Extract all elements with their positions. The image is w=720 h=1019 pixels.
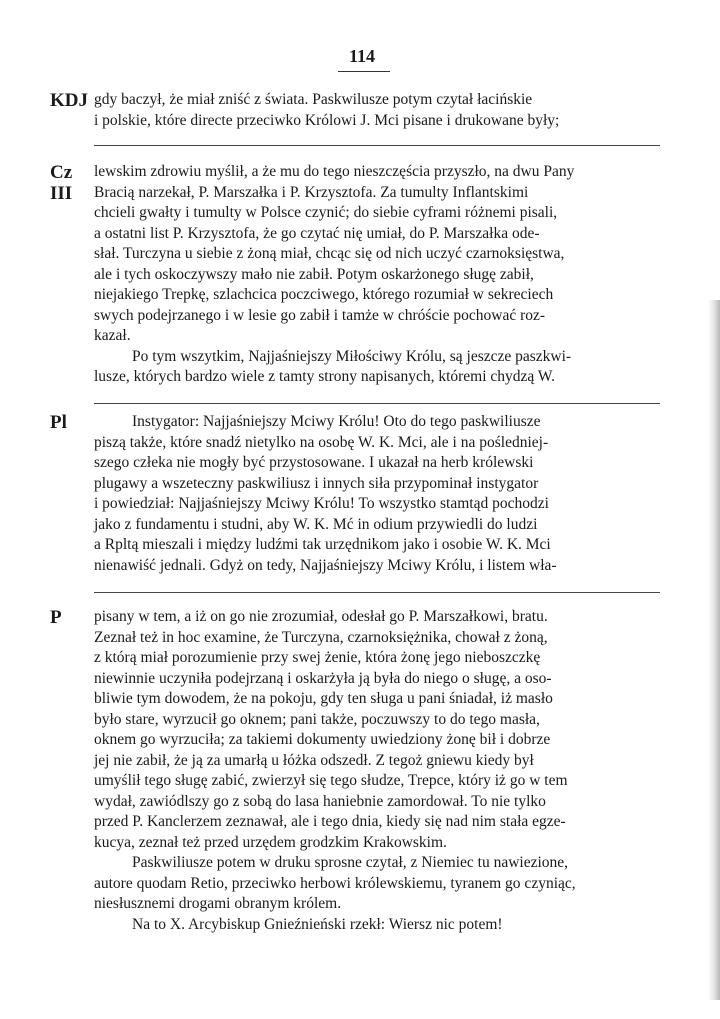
text-line: słał. Turczyna u siebie z żoną miał, chcąc się od nich uczyć czarnoksięstwa, — [94, 245, 565, 262]
text-line: kucya, zeznał też przed urzędem grodzkim Krakowskim. — [94, 833, 447, 851]
text-line: plugawy a wszeteczny paskwiliusz i innych siła przypominał instygator — [94, 474, 539, 492]
text-line: oknem go wyrzuciła; za takiemi dokumenty uwiedziony żonę bił i dobrze — [94, 731, 551, 748]
text-line: swych podejrzanego i w lesie go zabił i tamże w chróście pochować roz- — [94, 306, 546, 324]
text-line: jako z fundamentu i studni, aby W. K. Mć in odium przywiedli do ludzi — [94, 515, 538, 533]
text-line: niewinnie uczyniła podejrzaną i oskarżyła ją była do niego o sługę, a oso- — [94, 669, 552, 687]
text-line: pisany w tem, a iż on go nie zrozumiał, odesłał go P. Marszałkowi, bratu. — [94, 608, 548, 625]
section-1-text — [94, 90, 660, 131]
text-line: Na to X. Arcybiskup Gnieźnieński rzekł: Wiersz nic potem! — [132, 915, 503, 933]
text-line: a Rpltą mieszali i między ludźmi tak urzędnikom jako i osobie W. K. Mci — [94, 536, 551, 553]
section-divider — [94, 403, 660, 404]
text-line: niejakiego Trepkę, szlachcica poczciwego, którego rozumiał w sekreciech — [94, 286, 554, 303]
section-divider — [94, 145, 660, 146]
text-line: kazał. — [94, 327, 131, 344]
page-number-underline — [338, 71, 390, 72]
section-marker-pl: Pl — [50, 412, 67, 433]
text-line: Po tym wszytkim, Najjaśniejszy Miłościwy Królu, są jeszcze paszkwi- — [132, 347, 572, 365]
text-line: wydał, zawiódlszy go z sobą do lasa haniebnie zamordował. To nie tylko — [94, 792, 546, 810]
text-line: ale i tych oskoczywszy mało nie zabił. Potym oskarżonego sługę zabił, — [94, 265, 534, 283]
text-line: piszą także, które snadź nietylko na osobę W. K. Mci, ale i na pośledniej- — [94, 433, 549, 451]
text-line: lusze, których bardzo wiele z tamty strony napisanych, któremi chydzą W. — [94, 368, 555, 385]
section-divider — [94, 592, 660, 593]
text-line: było stare, wyrzucił go oknem; pani także, poczuwszy to do tego masła, — [94, 710, 540, 728]
text-line: Paskwiliusze potem w druku sprosne czytał, z Niemiec tu nawiezione, — [132, 854, 569, 871]
section-marker-iii: III — [50, 183, 73, 204]
text-line: jej nie zabił, że ją za umarłą u łóżka odszedł. Z tegoż gniewu kiedy był — [94, 751, 534, 769]
text-line: gdy baczył, że miał zniść z świata. Paskwilusze potym czytał łacińskie — [94, 91, 533, 108]
text-line: Bracią narzekał, P. Marszałka i P. Krzysztofa. Za tumulty Inflantskimi — [94, 183, 529, 201]
text-line: umyślił tego sługę zabić, zwierzył się tego słudze, Trepce, który iż go w tem — [94, 772, 568, 789]
text-line: z którą miał porozumienie przy swej żenie, która żonę jego nieboszczkę — [94, 649, 541, 666]
text-line: Zeznał też in hoc examine, że Turczyna, czarnoksiężnika, chował z żoną, — [94, 628, 548, 646]
section-3-text — [94, 412, 660, 576]
text-line: bliwie tym dowodem, że na pokoju, gdy ten sługa u pani śniadał, iż masło — [94, 690, 553, 707]
text-line: Instygator: Najjaśniejszy Mciwy Królu! Oto do tego paskwiliusze — [132, 413, 541, 430]
text-line: autore quodam Retio, przeciwko herbowi królewskiemu, tyranem go czyniąc, — [94, 874, 576, 892]
text-line: szego człeka nie mogły być przystosowane. I ukazał na herb królewski — [94, 454, 534, 471]
text-line: a ostatni list P. Krzysztofa, że go czytać nię umiał, do P. Marszałka ode- — [94, 224, 540, 242]
text-line: przed P. Kanclerzem zeznawał, ale i tego dnia, kiedy się nad nim stała egze- — [94, 813, 566, 830]
text-line: chcieli gwałty i tumulty w Polsce czynić; do siebie cyframi różnemi pisali, — [94, 204, 558, 221]
section-marker-cz: Cz — [50, 162, 73, 183]
text-line: i polskie, które directe przeciwko Królowi J. Mci pisane i drukowane były; — [94, 111, 560, 129]
text-line: niesłusznemi drogami obranym królem. — [94, 895, 342, 912]
section-2-text — [94, 162, 660, 388]
section-marker-p: P — [50, 607, 62, 628]
page-number: 114 — [348, 46, 375, 66]
section-marker-kdj: KDJ — [50, 90, 88, 111]
text-line: i powiedział: Najjaśniejszy Mciwy Królu! To wszystko stamtąd pochodzi — [94, 495, 549, 512]
text-line: lewskim zdrowiu myślił, a że mu do tego nieszczęścia przyszło, na dwu Pany — [94, 163, 575, 180]
section-4-text — [94, 607, 660, 935]
scan-edge-shadow — [708, 300, 720, 1000]
text-line: nienawiść jednali. Gdyż on tedy, Najjaśniejszy Mciwy Królu, i listem wła- — [94, 556, 557, 574]
